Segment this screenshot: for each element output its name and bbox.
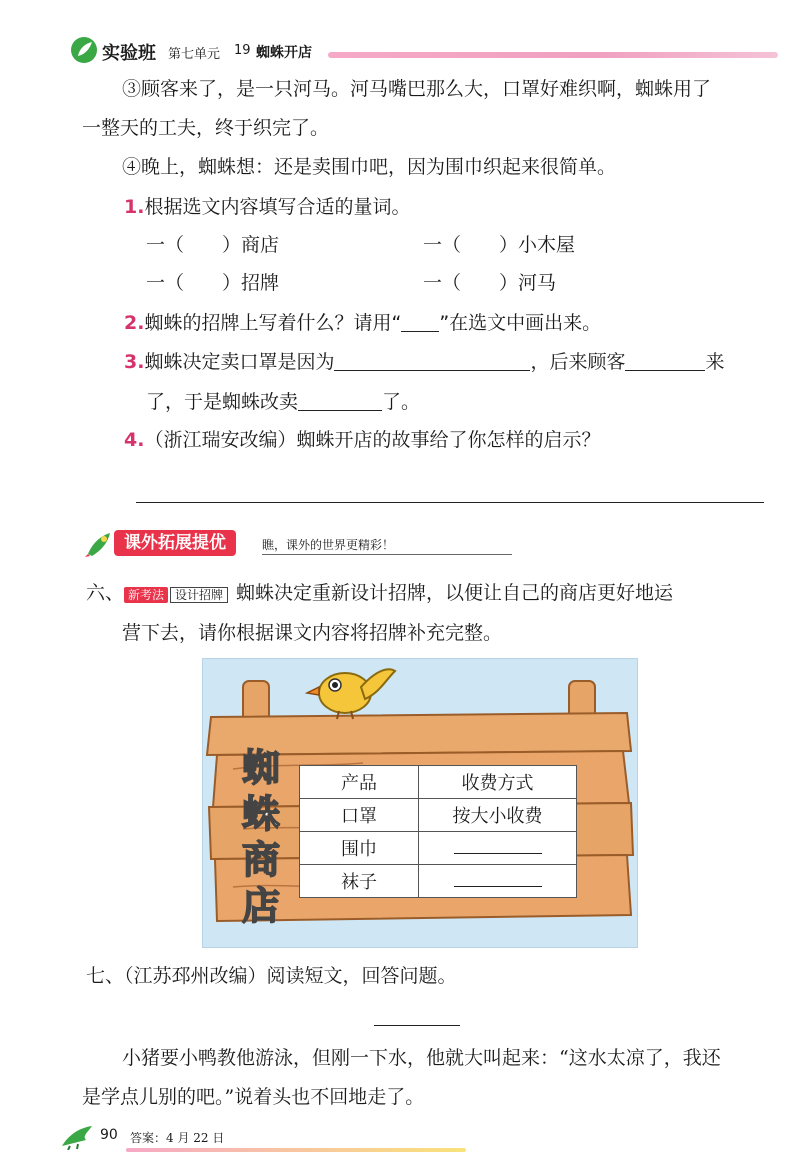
header: [70, 34, 790, 68]
question-3-part-e: 了。: [382, 391, 421, 413]
leaf-logo-icon: [70, 36, 98, 64]
section-7-para-line1: 小猪要小鸭教他游泳，但刚一下水，他就大叫起来：“这水太凉了，我还: [122, 1047, 721, 1069]
q4-answer-line[interactable]: [136, 502, 764, 503]
sign-vertical-title: [231, 745, 291, 929]
passage-p4: ④晚上，蜘蛛想：还是卖围巾吧，因为围巾织起来很简单。: [122, 156, 617, 178]
title-blank-line[interactable]: [374, 1025, 460, 1026]
question-3-line2: [146, 389, 420, 415]
product-cell: 口罩: [300, 799, 419, 832]
section-7-label: 七、: [86, 965, 125, 987]
q1-item-3[interactable]: 一（ ）招牌: [146, 272, 280, 294]
question-3-part-c: 来: [705, 351, 725, 373]
table-header-pricing: 收费方式: [419, 766, 577, 799]
section-6-text-2: 营下去，请你根据课文内容将招牌补充完整。: [122, 622, 503, 644]
sign-title-char: 蜘: [241, 746, 280, 790]
section-7-para-line2: 是学点儿别的吧。”说着头也不回地走了。: [82, 1086, 425, 1108]
sign-illustration: [202, 658, 638, 948]
section-banner: [84, 528, 644, 560]
section-7-text: （江苏邳州改编）阅读短文，回答问题。: [124, 965, 457, 987]
sign-title-char: 商: [241, 838, 280, 882]
passage-p3-line1: ③顾客来了，是一只河马。河马嘴巴那么大，口罩好难织啊，蜘蛛用了: [122, 78, 712, 100]
table-row: [300, 865, 577, 898]
question-1-text: 根据选文内容填写合适的量词。: [144, 196, 411, 218]
question-3-line1: [124, 349, 725, 375]
pricing-blank[interactable]: [454, 837, 542, 854]
question-3-part-b: ，后来顾客: [530, 351, 626, 373]
table-header-row: [300, 766, 577, 799]
question-4: [124, 427, 600, 453]
sign-table: [299, 765, 577, 898]
question-2: [124, 310, 601, 336]
passage-p3-line2: 一整天的工夫，终于织完了。: [82, 117, 330, 139]
rocket-icon: [84, 530, 114, 558]
q1-item-4[interactable]: 一（ ）河马: [423, 272, 557, 294]
brand-name: 实验班: [102, 43, 156, 64]
table-row: [300, 799, 577, 832]
section-6-label: 六、: [86, 582, 125, 604]
unit-label: 第七单元: [168, 47, 221, 62]
question-2-text-post: ”在选文中画出来。: [439, 312, 602, 334]
pricing-blank[interactable]: [454, 870, 542, 887]
question-3-part-a: 蜘蛛决定卖口罩是因为: [144, 351, 335, 373]
bird-icon: [305, 659, 397, 721]
question-3-number: 3.: [124, 351, 145, 373]
topic-badge: 设计招牌: [170, 587, 228, 603]
q3-blank-reason[interactable]: [334, 352, 530, 371]
question-2-text-pre: 蜘蛛的招牌上写着什么？请用“: [144, 312, 402, 334]
footer-band: [126, 1148, 466, 1152]
section-banner-rule: [262, 554, 512, 555]
q1-item-2[interactable]: 一（ ）小木屋: [423, 234, 576, 256]
q3-blank-customer[interactable]: [625, 352, 705, 371]
footer: [60, 1118, 480, 1154]
q1-item-1[interactable]: 一（ ）商店: [146, 234, 280, 256]
product-cell: 袜子: [300, 865, 419, 898]
lesson-title: 蜘蛛开店: [256, 45, 312, 61]
sign-title-char: 蛛: [241, 792, 280, 836]
sign-title-char: 店: [241, 884, 280, 928]
answer-note: 答案：4 月 22 日: [130, 1131, 225, 1145]
question-3-part-d: 了，于是蜘蛛改卖: [146, 391, 299, 413]
page-number: 90: [100, 1127, 118, 1143]
header-band: [328, 52, 778, 58]
lesson-number: 19: [234, 43, 251, 58]
question-1-number: 1.: [124, 196, 145, 218]
new-method-badge: 新考法: [124, 587, 168, 603]
pricing-cell: 按大小收费: [419, 799, 577, 832]
section-6-line1: [86, 580, 673, 608]
dino-icon: [60, 1122, 96, 1150]
question-2-number: 2.: [124, 312, 145, 334]
section-banner-subtitle: 瞧，课外的世界更精彩！: [262, 538, 395, 552]
underline-sample: [401, 313, 439, 332]
question-4-text: （浙江瑞安改编）蜘蛛开店的故事给了你怎样的启示？: [144, 429, 601, 451]
table-header-product: 产品: [300, 766, 419, 799]
q3-blank-product[interactable]: [298, 392, 382, 411]
table-row: [300, 832, 577, 865]
question-4-number: 4.: [124, 429, 145, 451]
section-6-text-1: 蜘蛛决定重新设计招牌，以便让自己的商店更好地运: [236, 582, 674, 604]
question-1: [124, 194, 410, 220]
product-cell: 围巾: [300, 832, 419, 865]
section-banner-title: 课外拓展提优: [114, 530, 236, 556]
pricing-blank-cell[interactable]: [419, 832, 577, 865]
pricing-blank-cell[interactable]: [419, 865, 577, 898]
section-7-heading: [86, 963, 457, 989]
